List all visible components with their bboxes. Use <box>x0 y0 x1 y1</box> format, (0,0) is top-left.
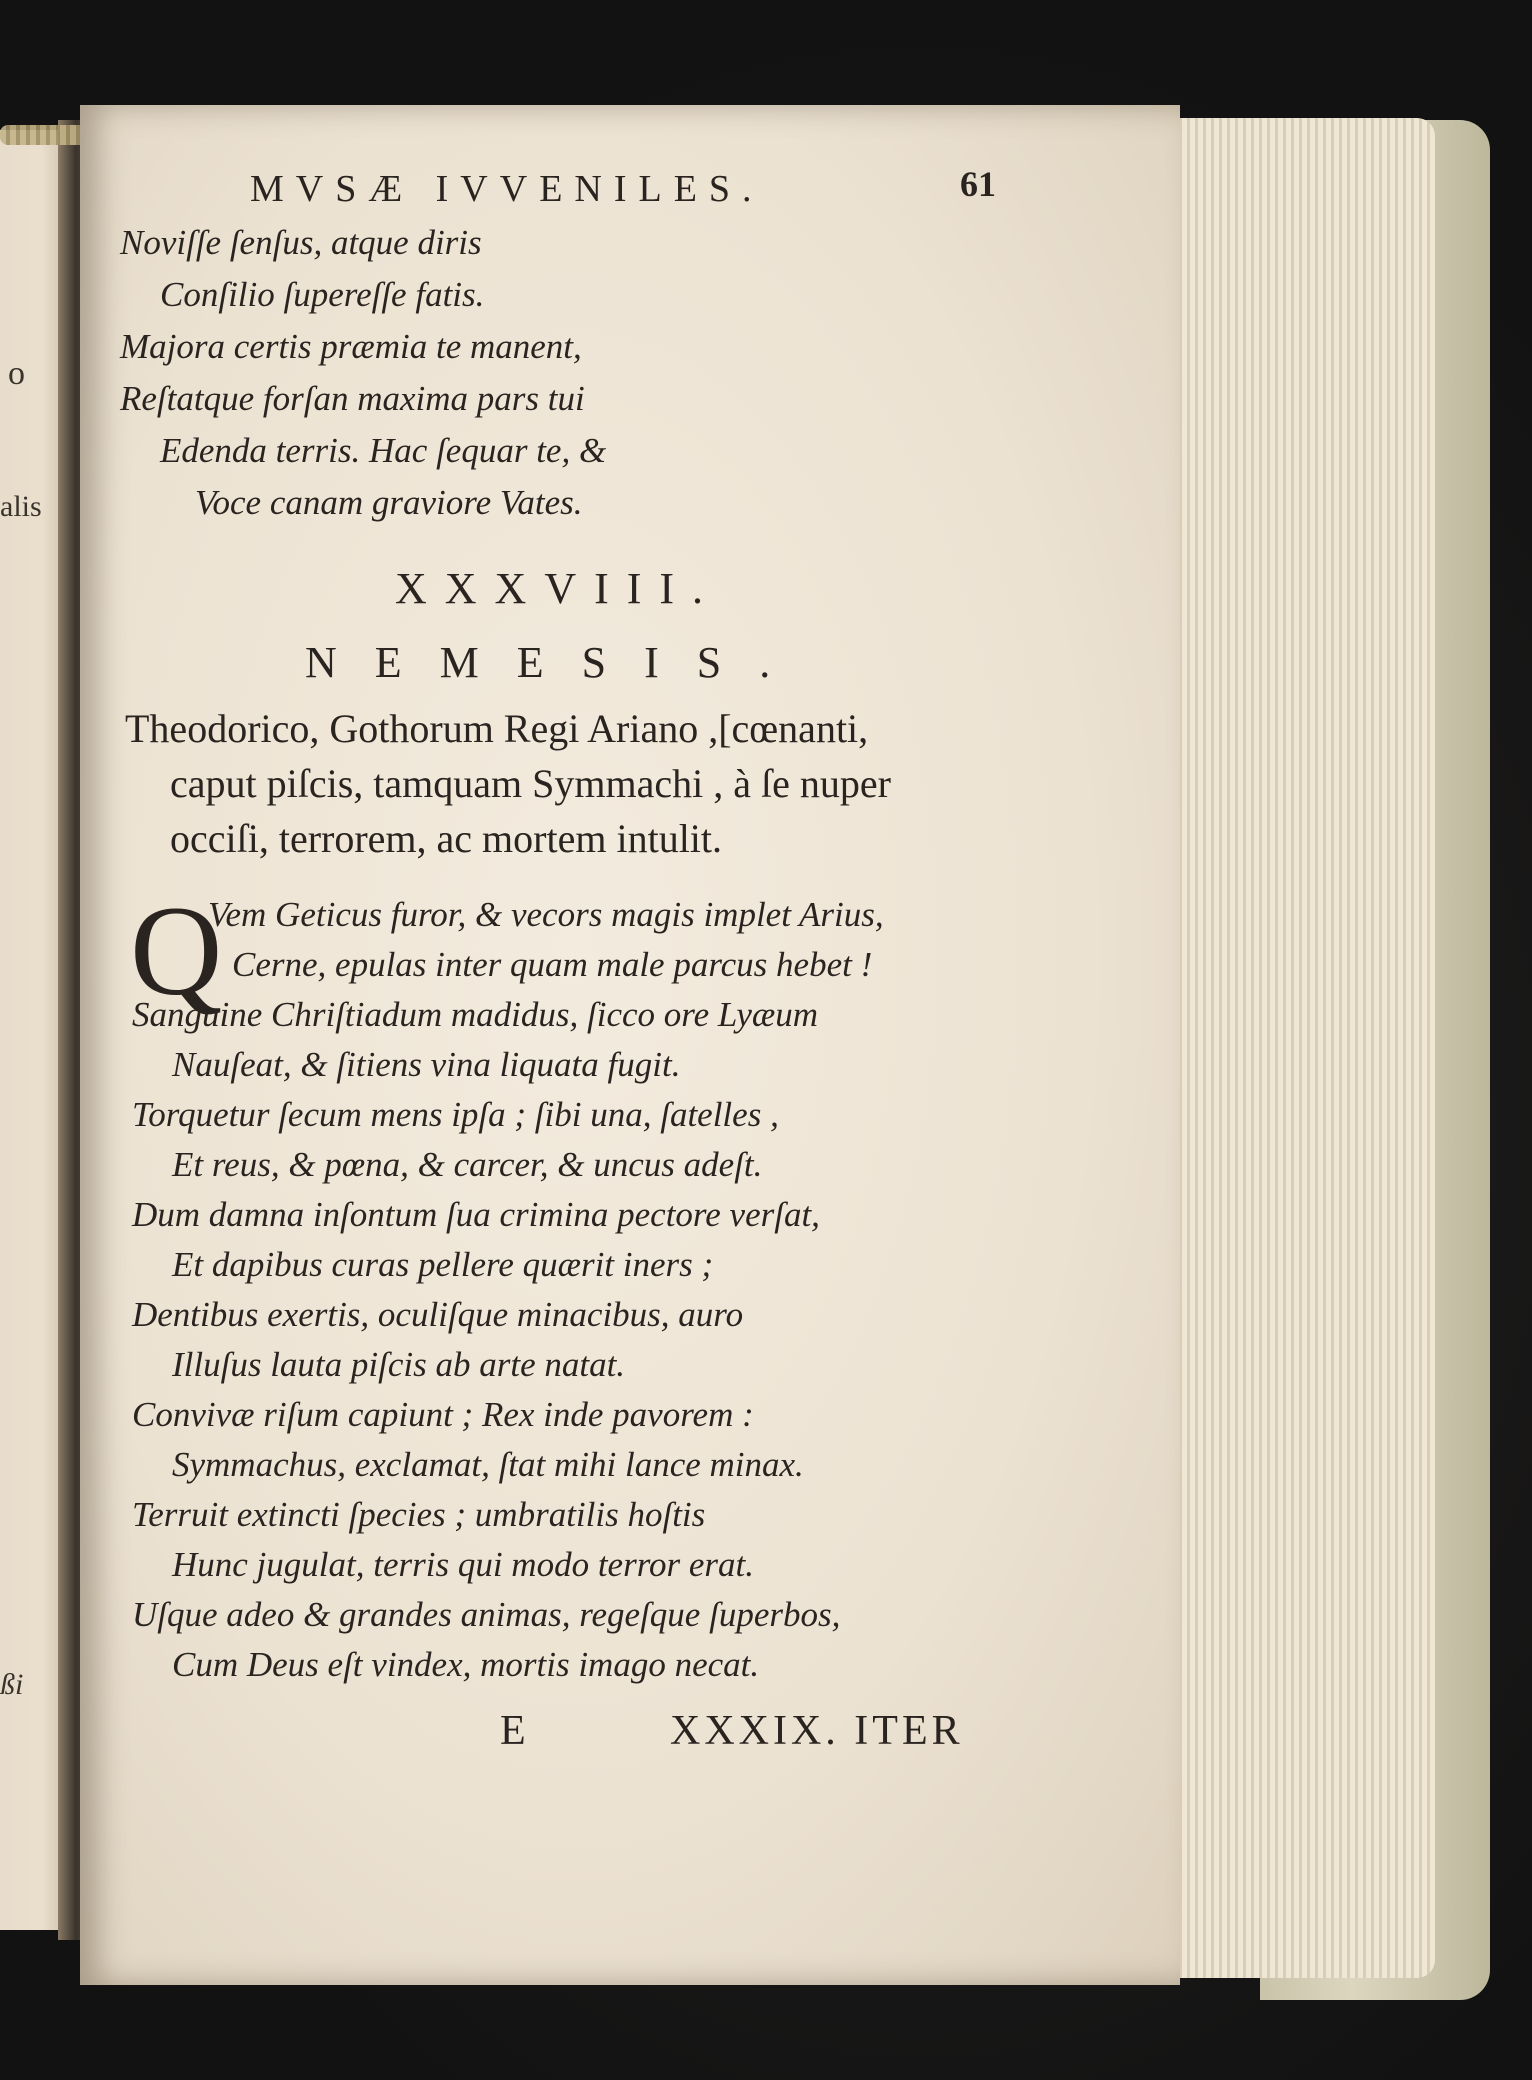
verse-line: Voce canam graviore Vates. <box>195 483 583 522</box>
section-title: NEMESIS. <box>305 638 809 687</box>
argument-line: occiſi, terrorem, ac mortem intulit. <box>170 816 723 861</box>
verse-line: Convivæ riſum capiunt ; Rex inde pavorem : <box>132 1395 754 1434</box>
verse-line: Hunc jugulat, terris qui modo terror erat. <box>172 1545 755 1584</box>
verse-line: Et dapibus curas pellere quærit iners ; <box>172 1245 714 1284</box>
verse-line: Illuſus lauta piſcis ab arte natat. <box>172 1345 626 1384</box>
verse-line: Reſtatque forſan maxima pars tui <box>120 379 585 418</box>
verse-line: Vem Geticus furor, & vecors magis implet Arius, <box>208 895 884 934</box>
running-head-title: MVSÆ IVVENILES. <box>250 168 764 210</box>
verse-line: Torquetur ſecum mens ipſa ; ſibi una, ſatelles , <box>132 1095 779 1134</box>
verse-line: Conſilio ſupereſſe fatis. <box>160 275 485 314</box>
verse-line: Terruit extincti ſpecies ; umbratilis hoſtis <box>132 1495 706 1534</box>
verse-line: Dum damna inſontum ſua crimina pectore verſat, <box>132 1195 820 1234</box>
argument-line: Theodorico, Gothorum Regi Ariano ,[cœnanti, <box>125 706 869 751</box>
left-page-fragment: ßi <box>0 1668 24 1701</box>
drop-cap: Q <box>130 880 223 1022</box>
section-number: XXXVIII. <box>395 564 722 613</box>
catchword: XXXIX. ITER <box>670 1708 964 1754</box>
verse-line: Dentibus exertis, oculiſque minacibus, auro <box>132 1295 744 1334</box>
page-number: 61 <box>960 164 996 204</box>
verse-line: Cum Deus eſt vindex, mortis imago necat. <box>172 1645 760 1684</box>
verse-line: Nauſeat, & ſitiens vina liquata fugit. <box>172 1045 681 1084</box>
page-block-edges <box>1150 118 1435 1978</box>
argument-line: caput piſcis, tamquam Symmachi , à ſe nuper <box>170 761 891 806</box>
verse-line: Edenda terris. Hac ſequar te, & <box>160 431 607 470</box>
signature-mark: E <box>500 1708 530 1754</box>
recto-page <box>80 105 1180 1985</box>
left-page-fragment: alis <box>0 490 42 523</box>
verse-line: Uſque adeo & grandes animas, regeſque ſuperbos, <box>132 1595 841 1634</box>
verse-line: Majora certis præmia te manent, <box>120 327 582 366</box>
verse-line: Symmachus, exclamat, ſtat mihi lance minax. <box>172 1445 804 1484</box>
verse-line: Et reus, & pœna, & carcer, & uncus adeſt. <box>172 1145 763 1184</box>
verse-line: Cerne, epulas inter quam male parcus hebet ! <box>232 945 873 984</box>
verse-line: Sanguine Chriſtiadum madidus, ſicco ore Lyæum <box>132 995 818 1034</box>
left-page-fragment: o <box>8 355 25 392</box>
verse-line: Noviſſe ſenſus, atque diris <box>120 223 482 262</box>
